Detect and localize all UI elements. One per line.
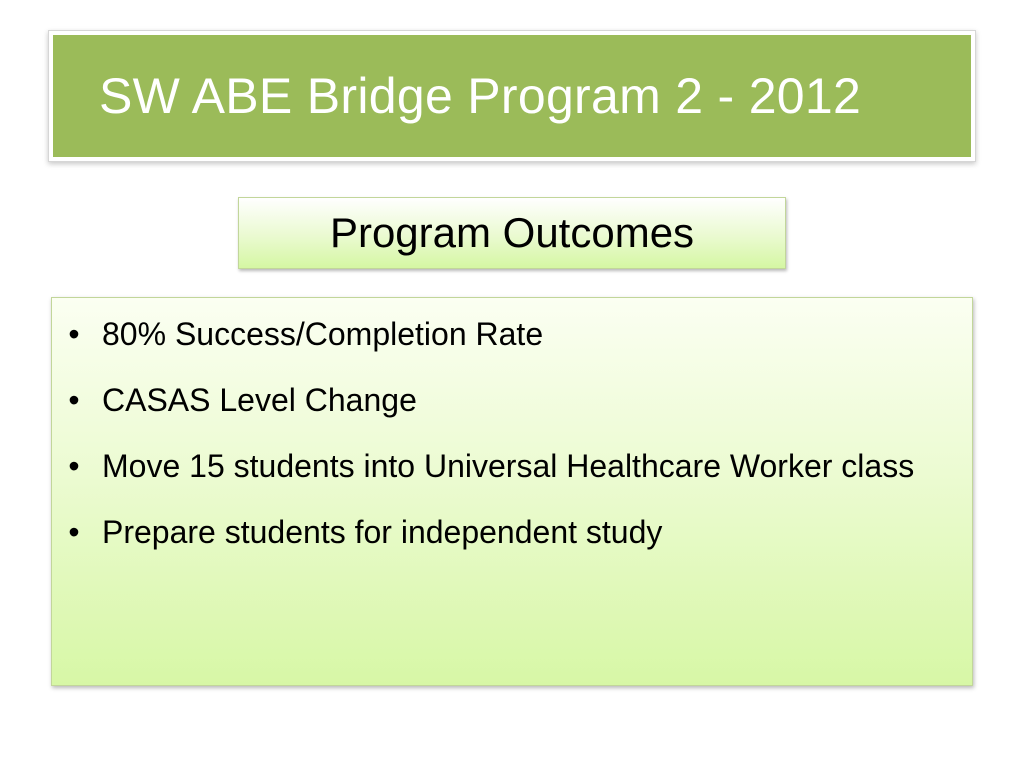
bullet-item: [52, 312, 952, 357]
bullet-item: [52, 510, 952, 555]
bullet-item: [52, 378, 952, 423]
content-box: [51, 297, 973, 686]
slide-subtitle: Program Outcomes: [329, 209, 695, 256]
title-box: [53, 35, 971, 157]
bullet-text: Prepare students for independent study: [102, 514, 663, 550]
bullet-text: Move 15 students into Universal Healthcare Worker class: [102, 448, 915, 484]
bullet-dot-icon: •: [68, 382, 80, 418]
bullet-item: [52, 444, 952, 489]
bullet-text: 80% Success/Completion Rate: [102, 316, 544, 352]
subtitle-box: [238, 197, 786, 269]
bullet-text: CASAS Level Change: [102, 382, 417, 418]
title-frame: [48, 30, 976, 162]
bullet-list: [52, 298, 972, 555]
slide-title: SW ABE Bridge Program 2 - 2012: [99, 68, 862, 124]
bullet-dot-icon: •: [68, 316, 80, 352]
bullet-dot-icon: •: [68, 514, 80, 550]
bullet-dot-icon: •: [68, 448, 80, 484]
